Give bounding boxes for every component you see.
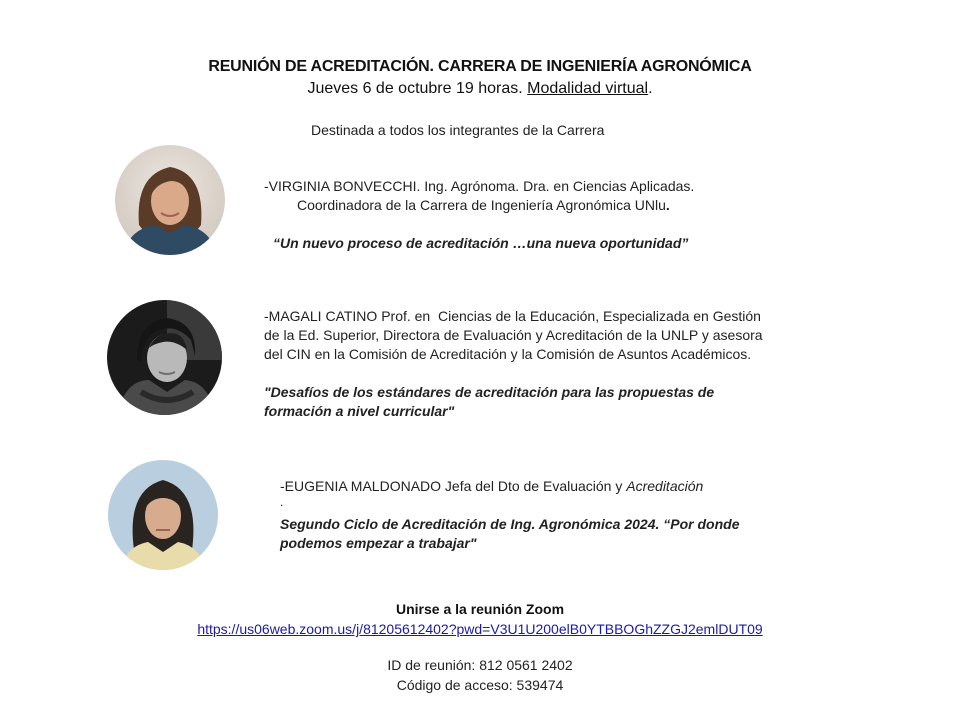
zoom-meeting-id: ID de reunión: 812 0561 2402 bbox=[387, 657, 573, 673]
speaker-2-quote-line1: "Desafíos de los estándares de acreditación para las propuestas de bbox=[264, 384, 715, 400]
speaker-1-photo bbox=[115, 145, 225, 255]
speaker-3-portrait-icon bbox=[108, 460, 218, 570]
speaker-2-quote-line2: formación a nivel curricular" bbox=[264, 403, 455, 419]
speaker-3-role: -EUGENIA MALDONADO Jefa del Dto de Evaluación y bbox=[280, 478, 627, 494]
speaker-2-line1: -MAGALI CATINO Prof. en Ciencias de la Educación, Especializada en Gestión bbox=[264, 308, 761, 324]
speaker-3-quote-line2: podemos empezar a trabajar" bbox=[280, 535, 477, 551]
speaker-1-role: Coordinadora de la Carrera de Ingeniería Agronómica UNlu bbox=[297, 197, 666, 213]
zoom-meeting-link[interactable]: https://us06web.zoom.us/j/81205612402?pwd=V3U1U200elB0YTBBOGhZZGJ2emlDUT09 bbox=[197, 621, 763, 637]
speaker-1-portrait-icon bbox=[115, 145, 225, 255]
event-date: Jueves 6 de octubre 19 horas. bbox=[307, 80, 528, 97]
page-title: REUNIÓN DE ACREDITACIÓN. CARRERA DE INGENIERÍA AGRONÓMICA bbox=[208, 58, 752, 75]
speaker-3-dot: . bbox=[280, 495, 284, 509]
speaker-2-line3: del CIN en la Comisión de Acreditación y la Comisión de Asuntos Académicos. bbox=[264, 346, 752, 362]
zoom-join-title: Unirse a la reunión Zoom bbox=[395, 601, 565, 617]
speaker-3-role-italic: Acreditación bbox=[626, 478, 704, 494]
speaker-2-photo bbox=[107, 300, 222, 415]
speaker-2-line2: de la Ed. Superior, Directora de Evaluación y Acreditación de la UNLP y asesora bbox=[264, 327, 763, 343]
speaker-3-line1 bbox=[280, 477, 703, 496]
speaker-1-role-suffix: . bbox=[665, 197, 670, 213]
speaker-3-quote-line1: Segundo Ciclo de Acreditación de Ing. Agronómica 2024. “Por donde bbox=[280, 516, 740, 532]
event-modality: Modalidad virtual bbox=[527, 80, 649, 97]
zoom-passcode: Código de acceso: 539474 bbox=[396, 677, 564, 693]
speaker-1-line1: -VIRGINIA BONVECCHI. Ing. Agrónoma. Dra. en Ciencias Aplicadas. bbox=[264, 178, 695, 194]
speaker-1-line2 bbox=[297, 196, 670, 215]
speaker-2-portrait-icon bbox=[107, 300, 222, 415]
event-date-line bbox=[0, 80, 960, 98]
audience-note: Destinada a todos los integrantes de la Carrera bbox=[311, 122, 605, 138]
speaker-3-photo bbox=[108, 460, 218, 570]
event-date-suffix: . bbox=[648, 80, 653, 97]
speaker-1-quote: “Un nuevo proceso de acreditación …una nueva oportunidad” bbox=[273, 235, 689, 251]
